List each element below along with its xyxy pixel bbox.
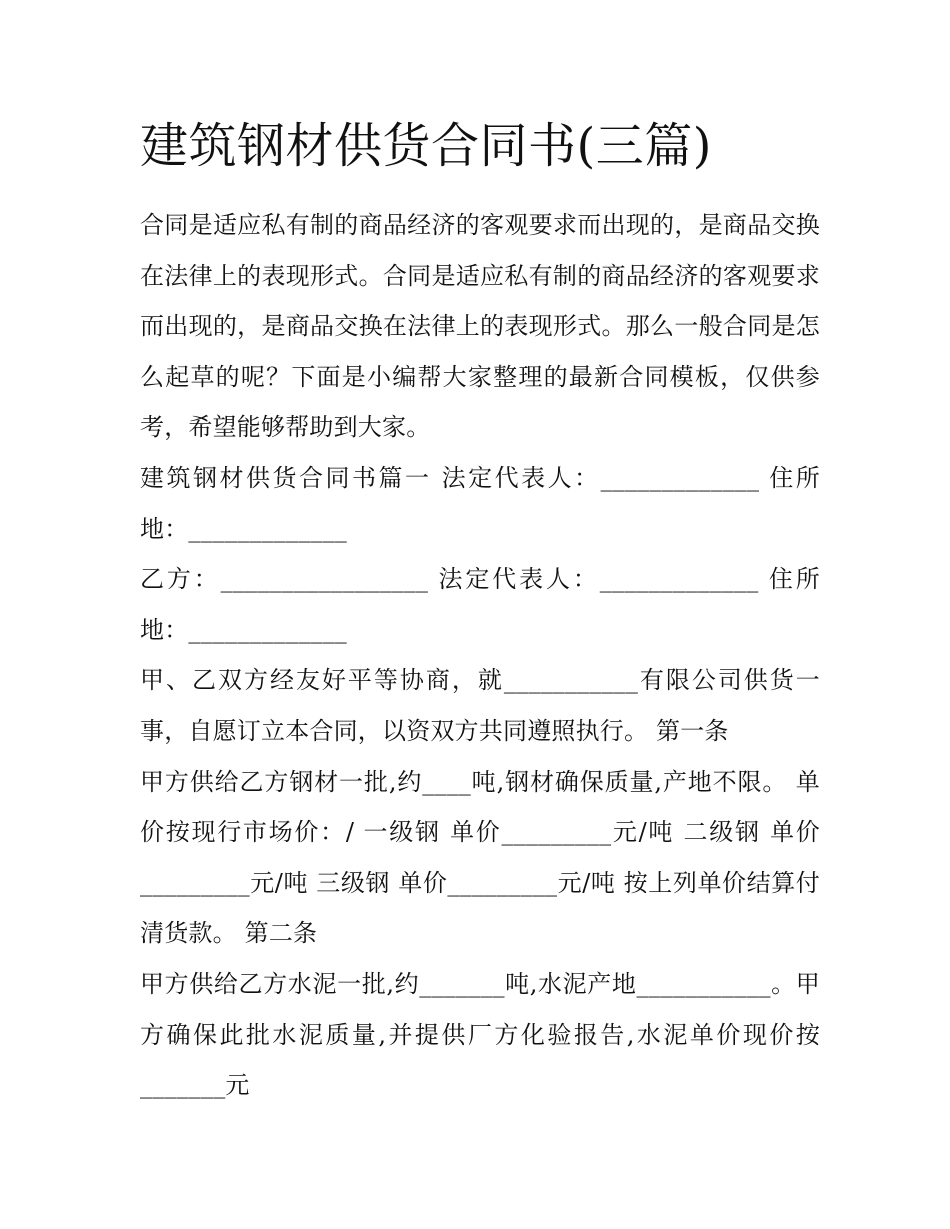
document-page [140,110,820,1111]
agreement-paragraph: 甲、乙双方经友好平等协商，就___________有限公司供货一事，自愿订立本合同，以资双方共同遵照执行。 第一条 [140,666,820,745]
contract-party-b-paragraph: 乙方：_________________ 法定代表人：_____________ 住所地：_____________ [140,565,820,644]
article-one-paragraph: 甲方供给乙方钢材一批,约____吨,钢材确保质量,产地不限。 单价按现行市场价：/ 一级钢 单价_________元/吨 二级钢 单价_________元/吨 三级钢 单价_________元/吨 按上列单价结算付清货款。 第二条 [140,767,820,948]
contract-party-a-paragraph: 建筑钢材供货合同书篇一 法定代表人：_____________ 住所地：_____________ [140,463,820,543]
intro-paragraph: 合同是适应私有制的商品经济的客观要求而出现的，是商品交换在法律上的表现形式。合同是适应私有制的商品经济的客观要求而出现的，是商品交换在法律上的表现形式。那么一般合同是怎么起草的呢？下面是小编帮大家整理的最新合同模板，仅供参考，希望能够帮助到大家。 [140,211,820,442]
document-title: 建筑钢材供货合同书(三篇) [140,118,712,174]
article-two-paragraph: 甲方供给乙方水泥一批,约_______吨,水泥产地___________。甲方确保此批水泥质量,并提供厂方化验报告,水泥单价现价按_______元 [140,969,820,1100]
